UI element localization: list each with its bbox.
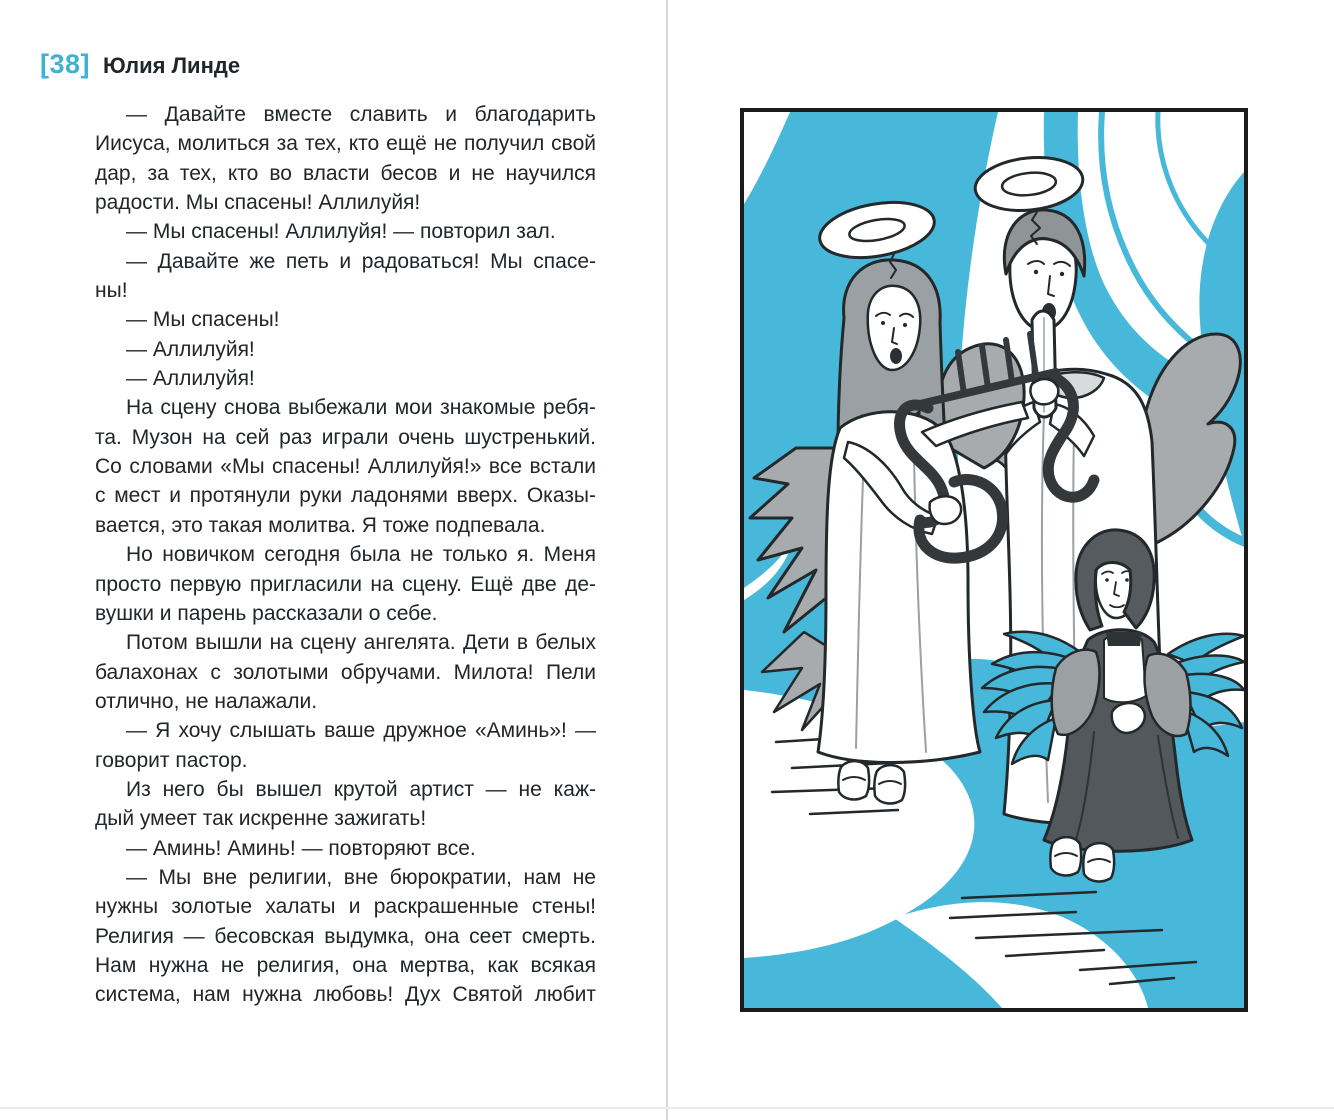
text-line: Иисуса, молиться за тех, кто ещё не получил свой [95, 132, 596, 156]
text-line: — Я хочу слышать ваше дружное «Аминь»! — [126, 719, 596, 743]
text-line: — Мы спасены! Аллилуйя! — повторил зал. [126, 220, 556, 244]
text-line: — Аминь! Аминь! — повторяют все. [126, 836, 476, 860]
text-line: — Мы вне религии, вне бюрократии, нам не [126, 865, 596, 889]
text-line: вается, это такая молитва. Я тоже подпевала. [95, 513, 546, 537]
text-line: Но новичком сегодня была не только я. Меня [126, 543, 596, 567]
illustration-frame [740, 108, 1248, 1012]
small-girl-hands [1112, 703, 1145, 733]
text-line: Потом вышли на сцену ангелята. Дети в белых [126, 631, 596, 655]
text-line: балахонах с золотыми обручами. Милота! Пели [95, 660, 596, 684]
text-line: та. Музон на сей раз играли очень шустренький. [95, 425, 596, 449]
page-header [40, 49, 240, 80]
text-line: радости. Мы спасены! Аллилуйя! [95, 191, 421, 215]
text-line: Из него бы вышел крутой артист — не каж- [126, 777, 596, 801]
text-line: отлично, не налажали. [95, 689, 318, 713]
illustration-angels [744, 112, 1244, 1008]
author-name: Юлия Линде [103, 53, 241, 78]
girl-hand-strings [930, 496, 961, 524]
page-number: [38] [40, 49, 91, 79]
text-line: — Мы спасены! [126, 308, 280, 332]
text-line: нужны золотые халаты и раскрашенные стены! [95, 895, 596, 919]
girl-robe [818, 412, 980, 763]
text-line: дар, за тех, кто во власти бесов и не научился [95, 161, 596, 185]
text-line: Нам нужна не религия, она мертва, как всякая [95, 953, 596, 977]
text-line: — Аллилуйя! [126, 337, 255, 361]
text-line: На сцену снова выбежали мои знакомые ребя- [126, 396, 596, 420]
text-line: — Давайте вместе славить и благодарить [126, 103, 596, 126]
text-line: Религия — бесовская выдумка, она сеет смерть. [95, 924, 596, 948]
text-line: дый умеет так искренне зажигать! [95, 807, 427, 831]
text-line: просто первую пригласили на сцену. Ещё две де- [95, 572, 596, 596]
text-line: Со словами «Мы спасены! Аллилуйя!» все встали [95, 455, 596, 479]
text-line: говорит пастор. [95, 748, 248, 772]
text-line: ны! [95, 279, 128, 303]
window-bottom-edge [0, 1107, 1334, 1109]
girl-hand-bar [1030, 379, 1058, 404]
text-line: система, нам нужна любовь! Дух Святой любит [95, 983, 596, 1007]
page-divider [666, 0, 668, 1120]
text-line: вушки и парень рассказали о себе. [95, 601, 438, 625]
small-girl-collar [1106, 632, 1142, 646]
text-line: — Аллилуйя! [126, 367, 255, 391]
book-text [95, 100, 596, 1010]
text-line: с мест и протянули руки ладонями вверх. Оказы- [95, 484, 596, 508]
text-line: — Давайте же петь и радоваться! Мы спасе- [126, 249, 596, 273]
